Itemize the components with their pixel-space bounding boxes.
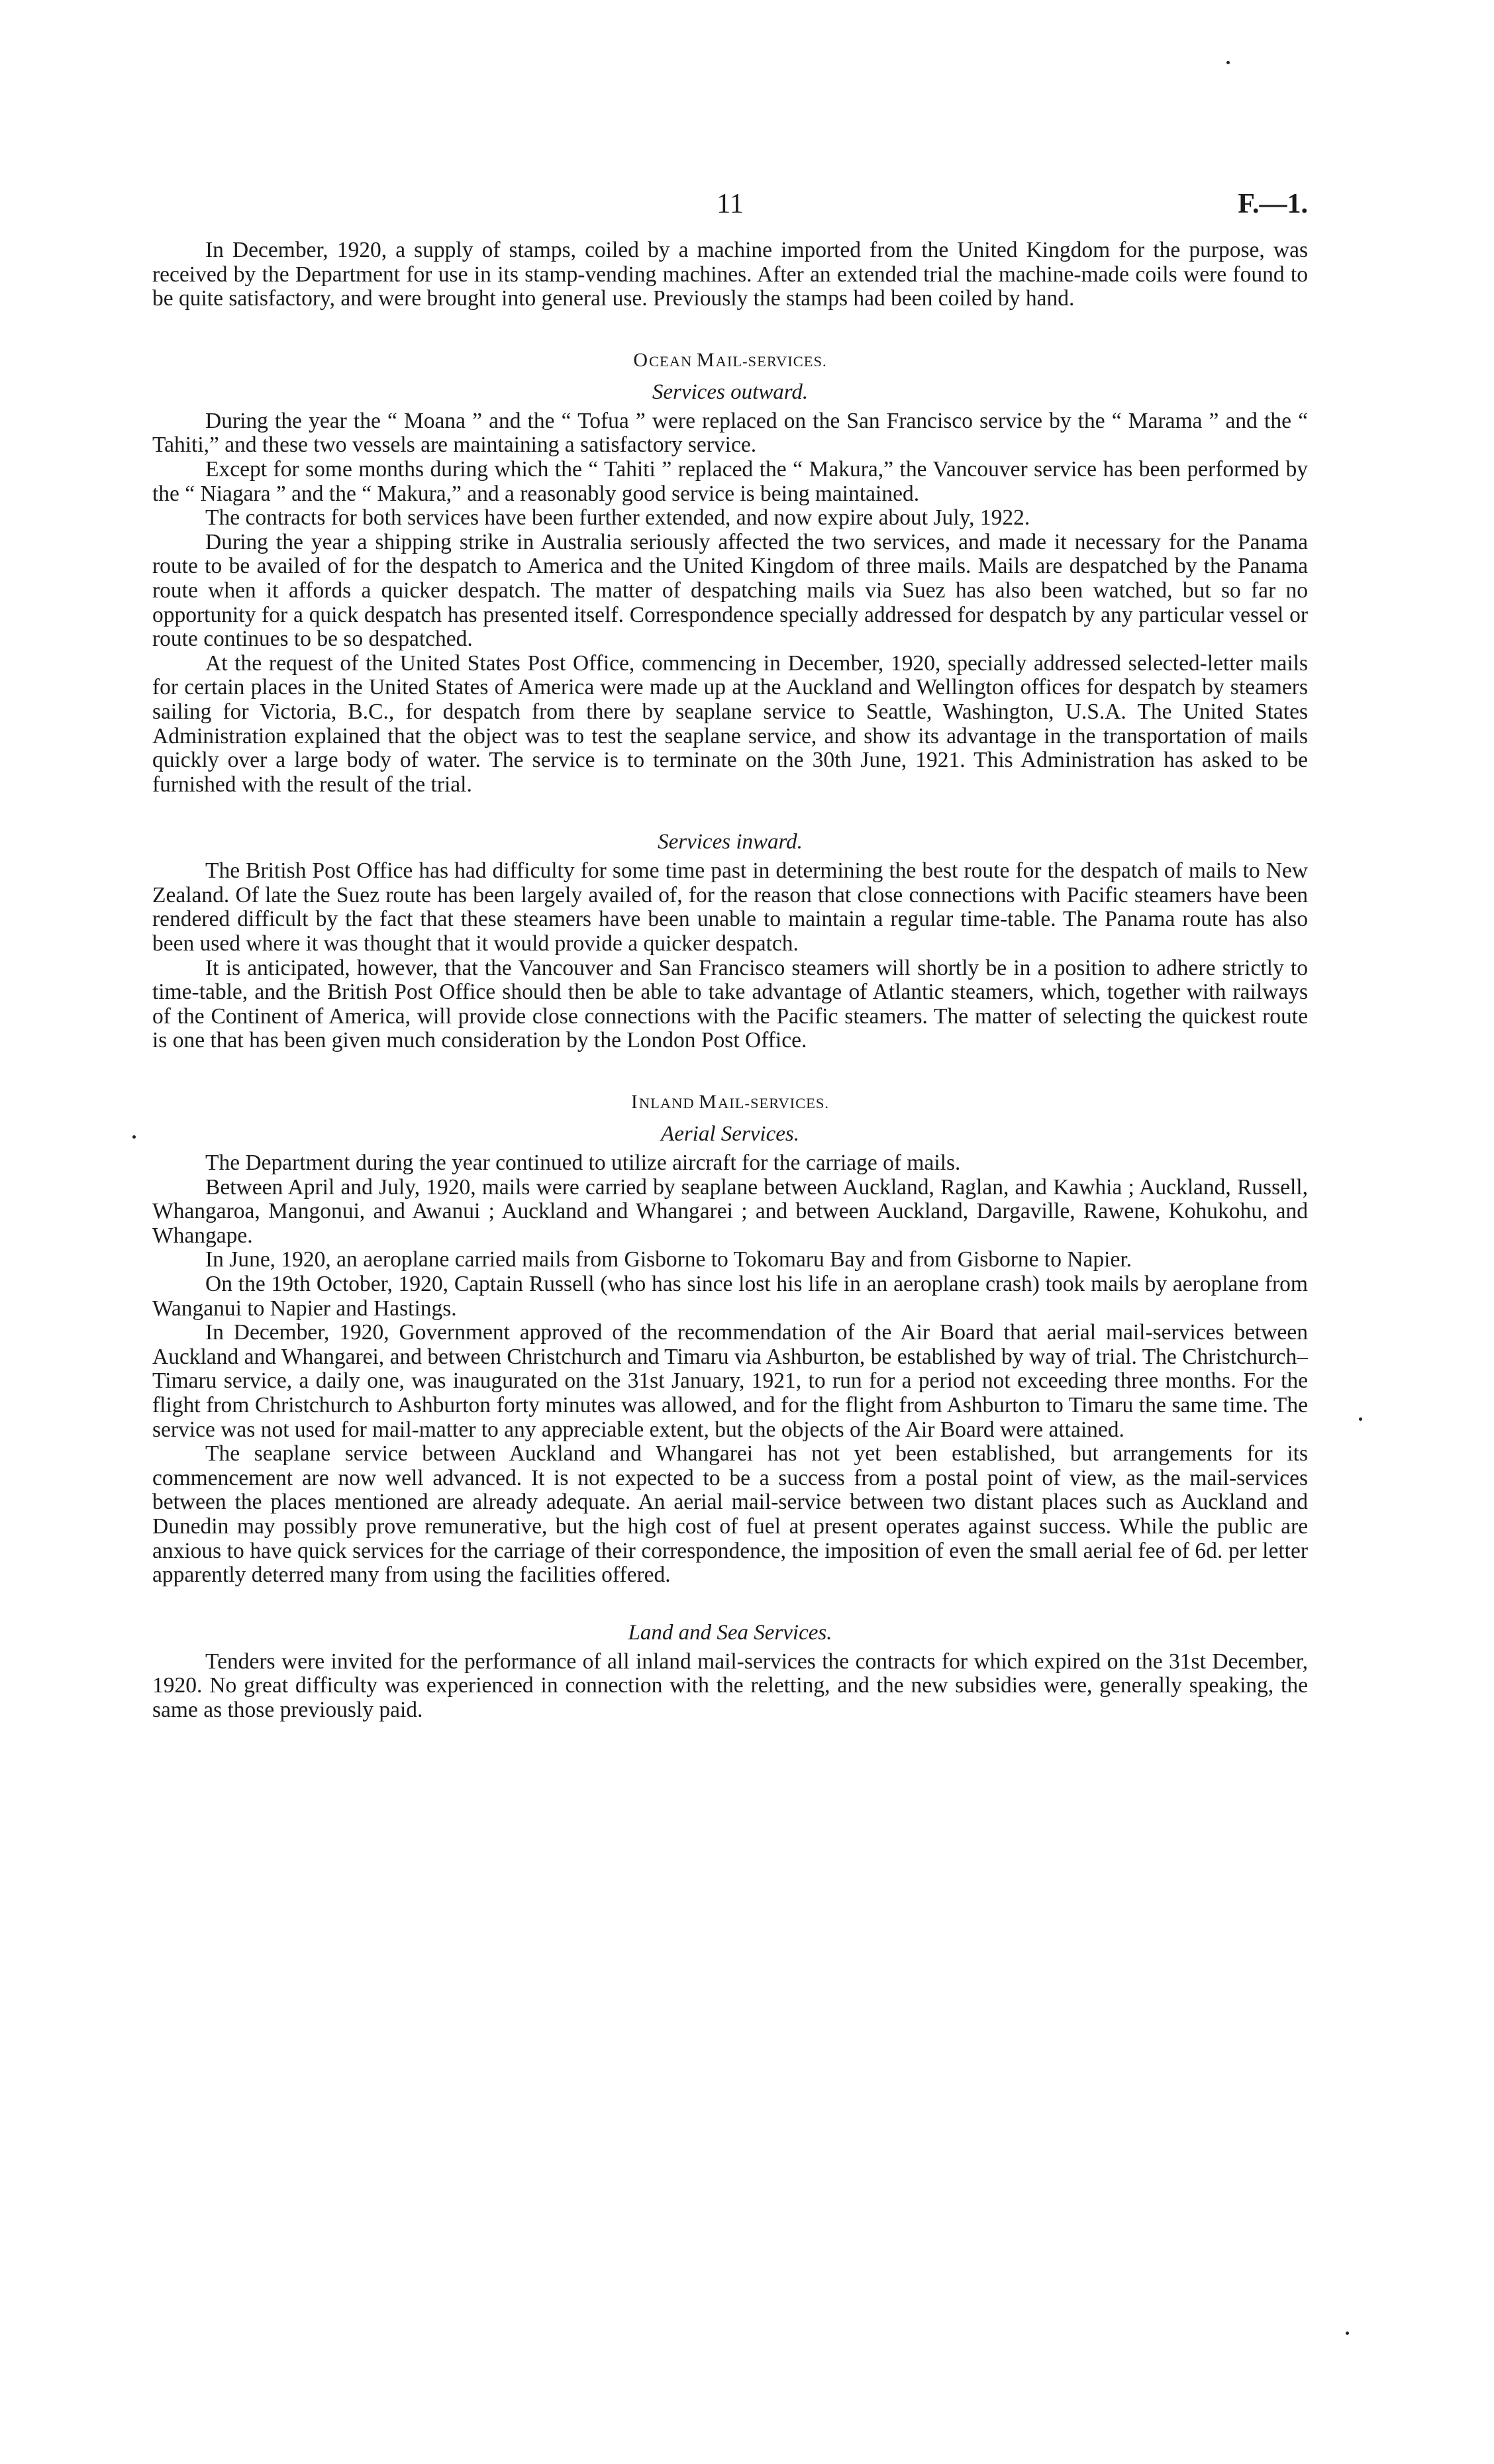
page-number: 11 xyxy=(717,189,744,219)
paragraph: Between April and July, 1920, mails were carried by seaplane between Auckland, Raglan, and Kawhia ; Auckland, Russell, Whangaroa, Mangonui, and Awanui ; Auckland and Whangarei ; and between Auckland, Dargaville, Rawene, Kohukohu, and Whangape. xyxy=(152,1174,1308,1248)
scan-speck xyxy=(1359,1417,1362,1421)
paragraph: In June, 1920, an aeroplane carried mails from Gisborne to Tokomaru Bay and from Gisborne to Napier. xyxy=(205,1247,1132,1272)
heading-text: AIL-SERVICES. xyxy=(715,352,827,370)
intro-section xyxy=(152,238,1308,311)
scan-speck xyxy=(1346,2332,1349,2335)
subheading-services-inward: Services inward. xyxy=(658,830,803,854)
paragraph: On the 19th October, 1920, Captain Russell (who has since lost his life in an aeroplane crash) took mails by aeroplane from Wanganui to Napier and Hastings. xyxy=(152,1272,1308,1321)
section-heading-inland-mail-services xyxy=(152,1089,1308,1117)
paragraph: The Department during the year continued to utilize aircraft for the carriage of mails. xyxy=(205,1151,961,1176)
land-and-sea-services-section xyxy=(152,1650,1308,1723)
paragraph: The contracts for both services have been further extended, and now expire about July, 1922. xyxy=(205,505,1030,531)
paragraph: The British Post Office has had difficulty for some time past in determining the best route for the despatch of mails to New Zealand. Of late the Suez route has been largely availed of, for the reason that close connections with Pacific steamers have been rendered difficult by the fact that these steamers have been unable to maintain a regular time-table. The Panama route has also been used where it was thought that it would provide a quicker despatch. xyxy=(152,858,1308,956)
document-reference: F.—1. xyxy=(1238,189,1308,219)
heading-initial: M xyxy=(699,1091,718,1113)
services-outward-section xyxy=(152,409,1308,797)
paragraph: During the year a shipping strike in Australia seriously affected the two services, and made it necessary for the Panama route to be availed of for the despatch to America and the United Kingdom of three mails. Mails are despatched by the Panama route when it affords a quicker despatch. The matter of despatching mails via Suez has also been watched, but so far no opportunity for a quick despatch has presented itself. Correspondence specially addressed for despatch by any particular vessel or route continues to be so despatched. xyxy=(152,529,1308,652)
scan-speck xyxy=(132,1135,136,1139)
paragraph: During the year the “ Moana ” and the “ Tofua ” were replaced on the San Francisco service by the “ Marama ” and the “ Tahiti,” and these two vessels are maintaining a satisfactory service. xyxy=(152,408,1308,458)
paragraph: Tenders were invited for the performance of all inland mail-services the contracts for which expired on the 31st December, 1920. No great difficulty was experienced in connection with the reletting, and the new subsidies were, generally speaking, the same as those previously paid. xyxy=(152,1649,1308,1722)
paragraph: It is anticipated, however, that the Vancouver and San Francisco steamers will shortly be in a position to adhere strictly to time-table, and the British Post Office should then be able to take advantage of Atlantic steamers, which, together with railways of the Continent of America, will provide close connections with the Pacific steamers. The matter of selecting the quickest route is one that has been given much consideration by the London Post Office. xyxy=(152,955,1308,1053)
section-heading-ocean-mail-services xyxy=(152,347,1308,375)
paragraph: At the request of the United States Post Office, commencing in December, 1920, specially addressed selected-letter mails for certain places in the United States of America were made up at the Auckland and Wellington offices for despatch by steamers sailing for Victoria, B.C., for despatch from there by seaplane service to Seattle, Washington, U.S.A. The United States Administration explained that the object was to test the seaplane service, and show its advantage in the transportation of mails quickly over a large body of water. The service is to terminate on the 30th June, 1921. This Administration has asked to be furnished with the result of the trial. xyxy=(152,650,1308,797)
aerial-services-section xyxy=(152,1151,1308,1588)
heading-text: AIL-SERVICES. xyxy=(717,1095,830,1112)
document-page xyxy=(152,185,1308,1723)
services-inward-section xyxy=(152,859,1308,1053)
paragraph: The seaplane service between Auckland and Whangarei has not yet been established, but arrangements for its commencement are now well advanced. It is not expected to be a success from a postal point of view, as the mail-services between the places mentioned are already adequate. An aerial mail-service between two distant places such as Auckland and Dunedin may possibly prove remunerative, but the high cost of fuel at present operates against success. While the public are anxious to have quick services for the carriage of their correspondence, the imposition of even the small aerial fee of 6d. per letter apparently deterred many from using the facilities offered. xyxy=(152,1441,1308,1588)
heading-initial: I xyxy=(630,1091,639,1113)
paragraph: In December, 1920, Government approved of the recommendation of the Air Board that aerial mail-services between Auckland and Whangarei, and between Christchurch and Timaru via Ashburton, be established by way of trial. The Christchurch–Timaru service, a daily one, was inaugurated on the 31st January, 1921, to run for a period not exceeding three months. For the flight from Christchurch to Ashburton forty minutes was allowed, and for the flight from Ashburton to Timaru the same time. The service was not used for mail-matter to any appreciable extent, but the objects of the Air Board were attained. xyxy=(152,1320,1308,1442)
scan-speck xyxy=(1226,61,1230,64)
heading-initial: M xyxy=(696,348,716,371)
paragraph: Except for some months during which the “ Tahiti ” replaced the “ Makura,” the Vancouver service has been performed by the “ Niagara ” and the “ Makura,” and a reasonably good service is being maintained. xyxy=(152,456,1308,506)
subheading-aerial-services: Aerial Services. xyxy=(661,1122,799,1147)
subheading-land-and-sea-services: Land and Sea Services. xyxy=(628,1620,832,1645)
paragraph: In December, 1920, a supply of stamps, coiled by a machine imported from the United Kingdom for the purpose, was received by the Department for use in its stamp-vending machines. After an extended trial the machine-made coils were found to be quite satisfactory, and were brought into general use. Previously the stamps had been coiled by hand. xyxy=(152,238,1308,311)
subheading-services-outward: Services outward. xyxy=(652,380,809,404)
heading-text: NLAND xyxy=(638,1095,699,1112)
heading-initial: O xyxy=(633,348,650,371)
heading-text: CEAN xyxy=(649,352,697,370)
page-header xyxy=(152,185,1308,238)
